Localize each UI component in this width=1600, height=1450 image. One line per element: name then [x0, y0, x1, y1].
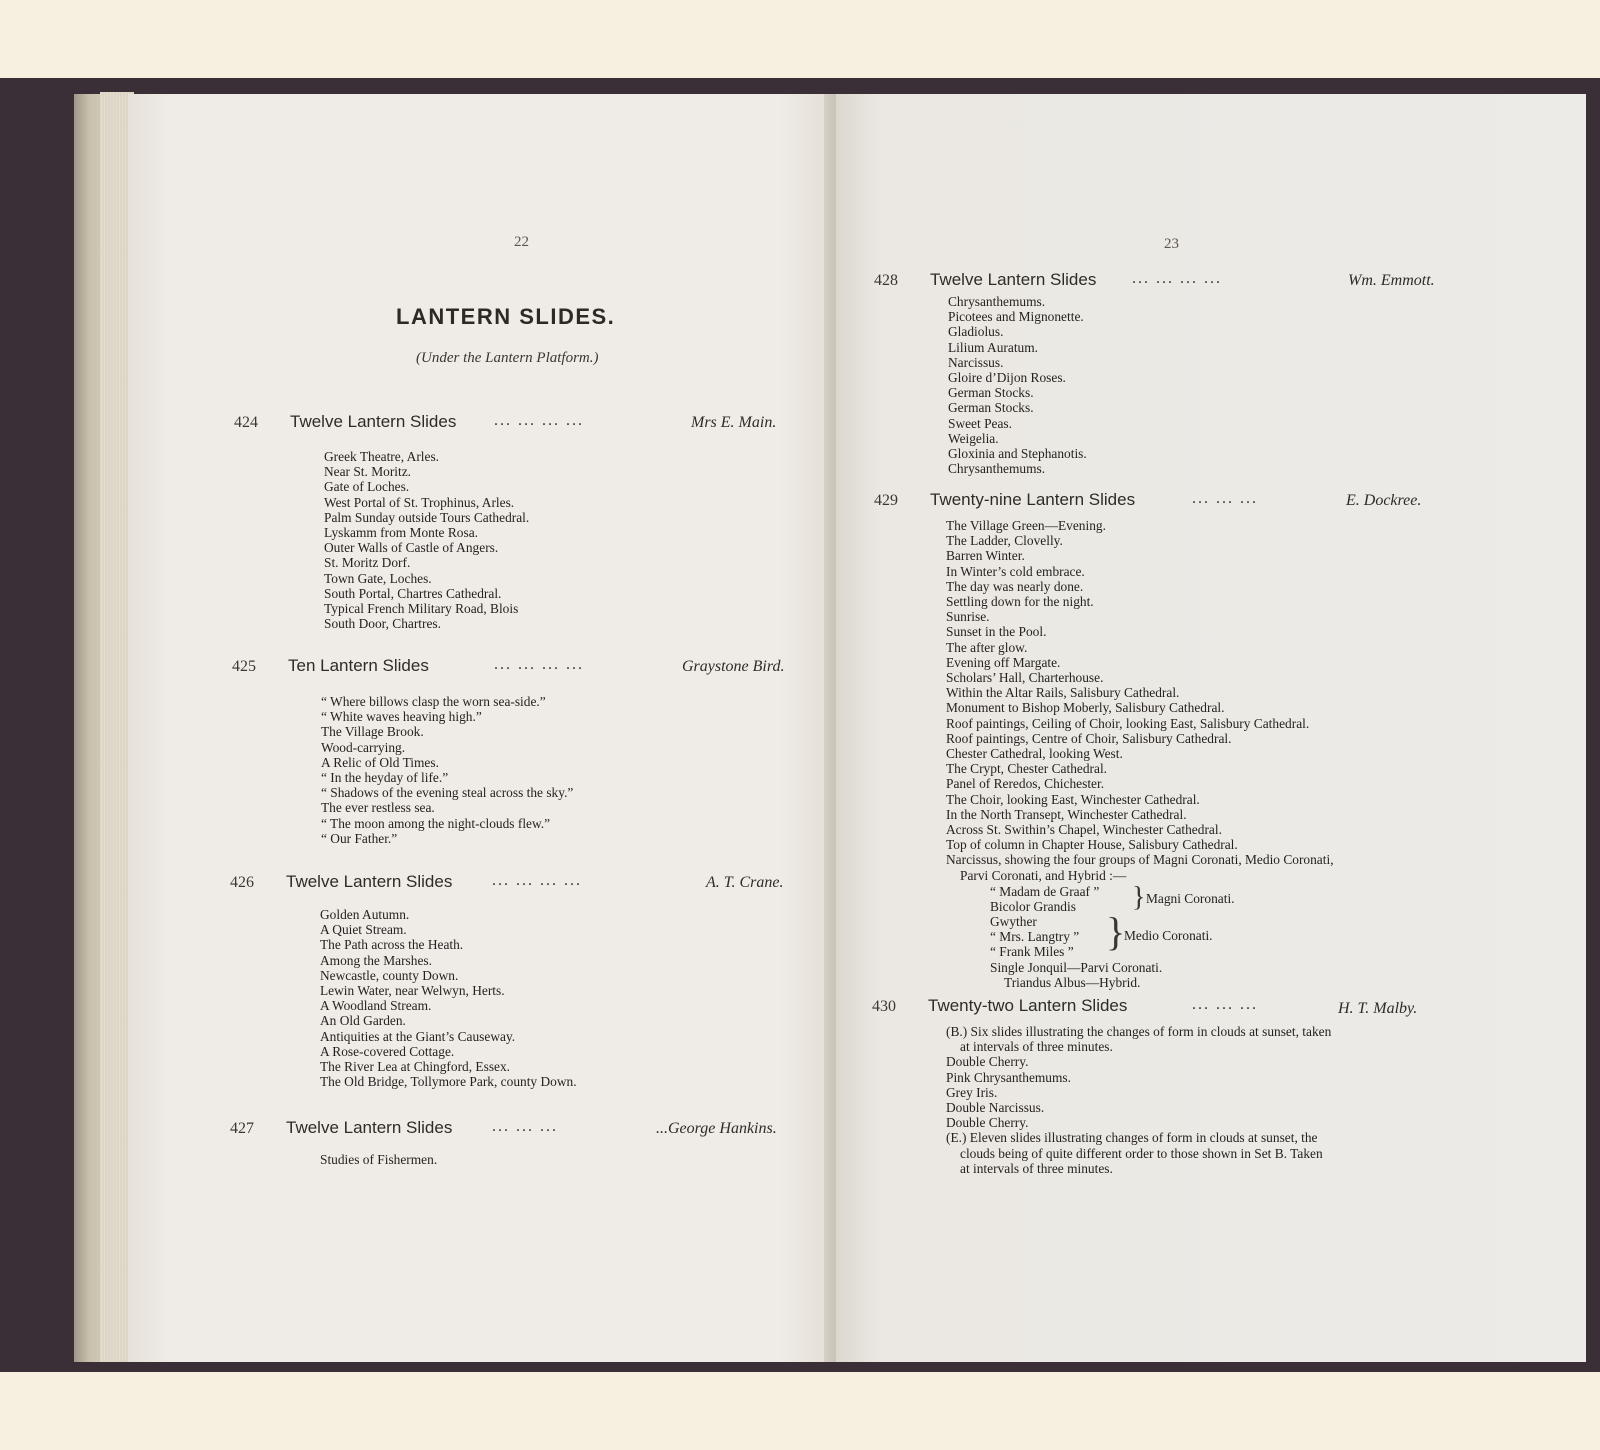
- list-item: Outer Walls of Castle of Angers.: [324, 540, 499, 556]
- list-item: Among the Marshes.: [320, 952, 432, 968]
- list-item: Narcissus.: [948, 354, 1004, 370]
- brace-glyph: }: [1106, 909, 1126, 954]
- list-item: The Old Bridge, Tollymore Park, county Down.: [320, 1074, 577, 1090]
- list-item: Narcissus, showing the four groups of Magni Coronati, Medio Coronati,: [946, 852, 1334, 868]
- list-item: Sunrise.: [946, 609, 990, 625]
- list-item: South Portal, Chartres Cathedral.: [324, 585, 502, 601]
- entry-heading: Twelve Lantern Slides: [930, 270, 1097, 289]
- list-item: Chrysanthemums.: [948, 461, 1046, 477]
- list-item: Scholars’ Hall, Charterhouse.: [946, 670, 1104, 686]
- list-item: Panel of Reredos, Chichester.: [946, 776, 1105, 792]
- list-item: A Quiet Stream.: [320, 922, 407, 938]
- entry-number: 426: [230, 874, 254, 891]
- entry-number: 428: [874, 272, 898, 289]
- open-book: [0, 78, 1600, 1372]
- medio-group: [990, 914, 1079, 960]
- list-item: The Path across the Heath.: [320, 937, 464, 953]
- page-title: LANTERN SLIDES.: [396, 304, 616, 329]
- list-item: The Village Green—Evening.: [946, 518, 1106, 533]
- list-item: Chrysanthemums.: [948, 294, 1046, 309]
- page-subtitle: (Under the Lantern Platform.): [416, 350, 599, 366]
- page-number: 22: [514, 234, 529, 250]
- entry-heading: Twelve Lantern Slides: [286, 1118, 453, 1137]
- list-item: Wood-carrying.: [321, 739, 406, 755]
- list-item: The ever restless sea.: [321, 800, 435, 816]
- entry-author: E. Dockree.: [1346, 492, 1422, 509]
- list-item: “ In the heyday of life.”: [321, 770, 449, 786]
- list-item: “ White waves heaving high.”: [321, 709, 482, 725]
- list-item: Monument to Bishop Moberly, Salisbury Cathedral.: [946, 700, 1225, 716]
- entry-number: 429: [874, 492, 898, 509]
- list-item: Chester Cathedral, looking West.: [946, 746, 1123, 762]
- list-item: Gladiolus.: [948, 324, 1004, 340]
- leader-dots: ... ... ... ...: [492, 872, 582, 889]
- set-e-description: at intervals of three minutes.: [960, 1160, 1113, 1176]
- group-label: Magni Coronati.: [1146, 891, 1235, 906]
- entry-author: ...George Hankins.: [656, 1120, 777, 1137]
- list-item: South Door, Chartres.: [324, 616, 441, 632]
- entry-number: 424: [234, 414, 258, 431]
- list-item: Double Cherry.: [946, 1054, 1029, 1070]
- list-item: Near St. Moritz.: [324, 464, 412, 480]
- entry-heading: Twenty-two Lantern Slides: [928, 996, 1128, 1015]
- list-item: Lilium Auratum.: [948, 339, 1039, 355]
- page-number: 23: [1164, 236, 1179, 252]
- list-item: A Rose-covered Cottage.: [320, 1043, 455, 1059]
- list-item: Pink Chrysanthemums.: [946, 1069, 1071, 1085]
- list-item: Picotees and Mignonette.: [948, 309, 1084, 325]
- entry-number: 425: [232, 658, 256, 675]
- list-item: Evening off Margate.: [946, 654, 1061, 670]
- list-item: Antiquities at the Giant’s Causeway.: [320, 1028, 516, 1044]
- brace-glyph: }: [1132, 882, 1146, 913]
- set-b-description: (B.) Six slides illustrating the changes of form in clouds at sunset, taken: [946, 1024, 1332, 1039]
- left-page: [128, 94, 836, 1362]
- list-item: Typical French Military Road, Blois: [324, 601, 519, 617]
- group-label: Medio Coronati.: [1124, 928, 1213, 943]
- list-item: Barren Winter.: [946, 548, 1025, 564]
- slide-list: [320, 907, 577, 1089]
- list-item: Gate of Loches.: [324, 479, 410, 495]
- list-item: Sunset in the Pool.: [946, 624, 1047, 640]
- list-item: The Choir, looking East, Winchester Cathedral.: [946, 791, 1200, 807]
- list-item: German Stocks.: [948, 385, 1034, 401]
- slide-list: [946, 1024, 1331, 1176]
- list-item: The Ladder, Clovelly.: [946, 533, 1063, 549]
- slide-list: [321, 694, 573, 846]
- entry-author: Wm. Emmott.: [1348, 272, 1435, 289]
- list-item: Lewin Water, near Welwyn, Herts.: [320, 983, 505, 999]
- entry-heading: Twelve Lantern Slides: [290, 412, 457, 431]
- list-item: German Stocks.: [948, 400, 1034, 416]
- list-item: “ Where billows clasp the worn sea-side.”: [321, 694, 546, 709]
- list-item: Single Jonquil—Parvi Coronati.: [990, 960, 1163, 975]
- list-item: Double Cherry.: [946, 1115, 1029, 1131]
- list-item: Sweet Peas.: [948, 415, 1012, 431]
- list-item: Palm Sunday outside Tours Cathedral.: [324, 509, 530, 525]
- list-item: Gloxinia and Stephanotis.: [948, 446, 1087, 462]
- list-item: The day was nearly done.: [946, 578, 1084, 594]
- list-item: “ Our Father.”: [321, 830, 398, 846]
- leader-dots: ... ... ... ...: [1132, 270, 1222, 287]
- list-item: An Old Garden.: [320, 1013, 406, 1029]
- set-e-description: clouds being of quite different order to those shown in Set B. Taken: [960, 1145, 1323, 1161]
- list-item: The Crypt, Chester Cathedral.: [946, 761, 1108, 777]
- list-item: “ Mrs. Langtry ”: [990, 929, 1080, 945]
- list-item: Bicolor Grandis: [990, 899, 1076, 915]
- entry-heading: Twenty-nine Lantern Slides: [930, 490, 1136, 509]
- list-item: Grey Iris.: [946, 1084, 998, 1100]
- list-item: Across St. Swithin’s Chapel, Winchester Cathedral.: [946, 822, 1222, 838]
- list-item: “ Madam de Graaf ”: [990, 884, 1100, 899]
- entry-author: Mrs E. Main.: [691, 414, 777, 431]
- slide-list: [320, 1152, 437, 1167]
- list-item: Gwyther: [990, 914, 1037, 929]
- list-item: Town Gate, Loches.: [324, 570, 432, 586]
- list-item: The River Lea at Chingford, Essex.: [320, 1059, 511, 1075]
- set-b-description: at intervals of three minutes.: [960, 1039, 1113, 1055]
- leader-dots: ... ... ...: [492, 1118, 558, 1135]
- set-e-description: (E.) Eleven slides illustrating changes of form in clouds at sunset, the: [946, 1130, 1318, 1146]
- entry-author: Graystone Bird.: [682, 658, 785, 675]
- entry-author: H. T. Malby.: [1338, 1000, 1418, 1017]
- list-item: West Portal of St. Trophinus, Arles.: [324, 494, 515, 510]
- list-item: Studies of Fishermen.: [320, 1152, 438, 1167]
- list-item: A Woodland Stream.: [320, 998, 432, 1014]
- entry-number: 427: [230, 1120, 254, 1137]
- list-item: Roof paintings, Centre of Choir, Salisbury Cathedral.: [946, 730, 1232, 746]
- magni-group: [990, 884, 1099, 914]
- list-item: “ Shadows of the evening steal across the sky.”: [321, 785, 574, 801]
- list-item: In Winter’s cold embrace.: [946, 563, 1085, 579]
- list-item: Settling down for the night.: [946, 594, 1094, 610]
- entry-author: A. T. Crane.: [706, 874, 784, 891]
- list-item: Double Narcissus.: [946, 1100, 1045, 1116]
- list-item: Golden Autumn.: [320, 907, 410, 922]
- slide-list: [948, 294, 1087, 476]
- list-item: Top of column in Chapter House, Salisbury Cathedral.: [946, 837, 1238, 853]
- entry-heading: Twelve Lantern Slides: [286, 872, 453, 891]
- list-item: Triandus Albus—Hybrid.: [1004, 975, 1141, 991]
- entry-number: 430: [872, 998, 896, 1015]
- list-item: Parvi Coronati, and Hybrid :—: [960, 867, 1127, 883]
- list-item: A Relic of Old Times.: [321, 754, 439, 770]
- leader-dots: ... ... ...: [1192, 490, 1258, 507]
- list-item: In the North Transept, Winchester Cathedral.: [946, 806, 1187, 822]
- leader-dots: ... ... ...: [1192, 996, 1258, 1013]
- leader-dots: ... ... ... ...: [494, 412, 584, 429]
- list-item: Lyskamm from Monte Rosa.: [324, 525, 478, 541]
- right-page: [836, 94, 1586, 1362]
- list-item: Greek Theatre, Arles.: [324, 449, 440, 464]
- list-item: Within the Altar Rails, Salisbury Cathedral.: [946, 685, 1180, 701]
- list-item: St. Moritz Dorf.: [324, 555, 411, 571]
- slide-list: [324, 449, 529, 631]
- list-item: Newcastle, county Down.: [320, 967, 459, 983]
- list-item: Weigelia.: [948, 430, 999, 446]
- list-item: “ The moon among the night-clouds flew.”: [321, 815, 551, 831]
- list-item: “ Frank Miles ”: [990, 944, 1074, 960]
- narcissus-rest: [990, 960, 1162, 990]
- list-item: The after glow.: [946, 639, 1028, 655]
- slide-list: [946, 518, 1334, 883]
- list-item: The Village Brook.: [321, 724, 424, 740]
- entry-heading: Ten Lantern Slides: [288, 656, 429, 675]
- list-item: Gloire d’Dijon Roses.: [948, 370, 1066, 386]
- list-item: Roof paintings, Ceiling of Choir, looking East, Salisbury Cathedral.: [946, 715, 1310, 731]
- leader-dots: ... ... ... ...: [494, 656, 584, 673]
